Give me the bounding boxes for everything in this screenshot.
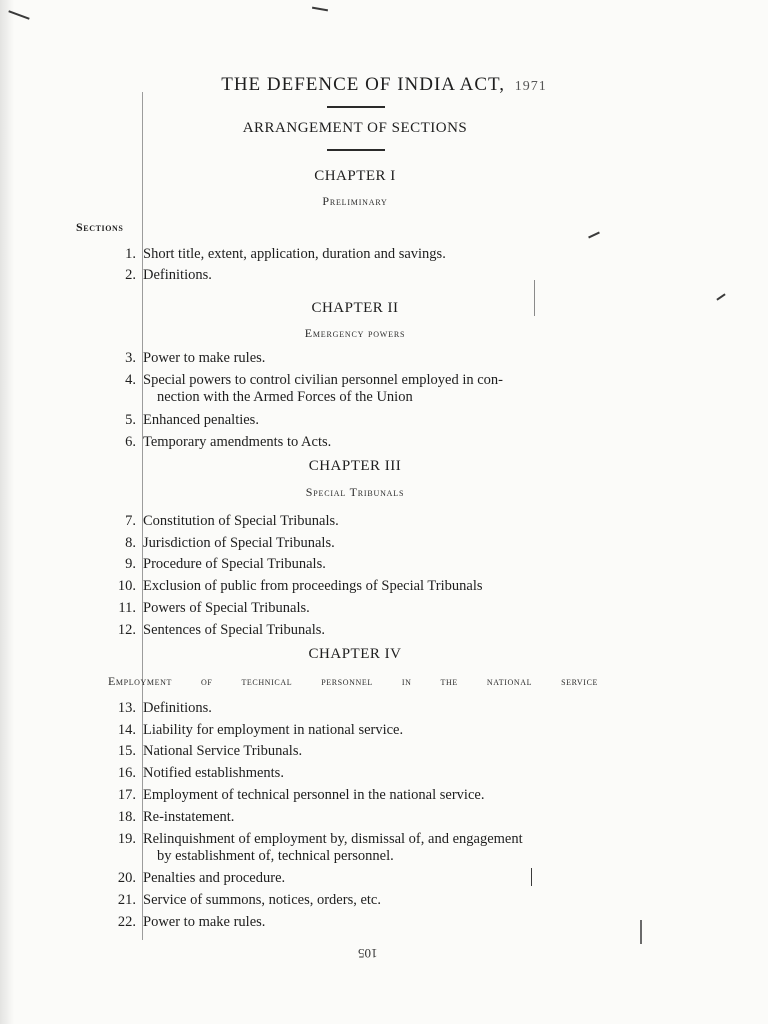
section-title: Penalties and procedure.	[143, 870, 286, 886]
chapter-4-subheading: Employment of technical personnel in the national service	[108, 674, 598, 688]
scan-edge-shadow	[0, 0, 14, 1024]
chapter-1-heading: CHAPTER I	[314, 168, 396, 184]
sections-label: Sections	[76, 220, 124, 234]
section-number: 20.	[117, 870, 136, 886]
scan-speck	[531, 868, 532, 886]
section-title: Sentences of Special Tribunals.	[143, 622, 326, 638]
section-title: Procedure of Special Tribunals.	[143, 556, 326, 572]
section-title: Re-instatement.	[143, 809, 235, 825]
section-number: 22.	[117, 914, 136, 930]
section-title: National Service Tribunals.	[143, 743, 303, 759]
chapter-2-heading: CHAPTER II	[311, 300, 399, 316]
section-title: Special powers to control civilian personnel employed in con- nection with the Armed Forces of the Union	[143, 372, 503, 405]
section-title: Definitions.	[143, 700, 212, 716]
section-number: 2.	[125, 267, 136, 283]
section-number: 4.	[125, 372, 136, 388]
chapter-2-subheading: Emergency powers	[304, 326, 406, 340]
section-number: 5.	[125, 412, 136, 428]
section-title: Temporary amendments to Acts.	[143, 434, 332, 450]
scan-speck	[588, 232, 600, 239]
section-number: 17.	[117, 787, 136, 803]
section-title: Jurisdiction of Special Tribunals.	[143, 535, 335, 551]
chapter-1-subheading: Preliminary	[322, 194, 388, 208]
section-title: Relinquishment of employment by, dismissal of, and engagement by establishment of, technical personnel.	[143, 831, 523, 864]
section-title: Power to make rules.	[143, 914, 266, 930]
section-number: 12.	[117, 622, 136, 638]
section-title: Powers of Special Tribunals.	[143, 600, 310, 616]
section-title: Constitution of Special Tribunals.	[143, 513, 339, 529]
section-number: 9.	[125, 556, 136, 572]
scan-speck	[534, 280, 535, 316]
scan-speck	[640, 920, 642, 944]
chapter-4-heading: CHAPTER IV	[308, 646, 402, 662]
section-title: Enhanced penalties.	[143, 412, 259, 428]
section-title: Service of summons, notices, orders, etc.	[143, 892, 381, 908]
section-number: 7.	[125, 513, 136, 529]
title-rule	[327, 106, 385, 108]
section-title: Employment of technical personnel in the national service.	[143, 787, 485, 803]
scan-speck	[716, 293, 725, 300]
page-number: 105	[358, 946, 378, 961]
section-title: Power to make rules.	[143, 350, 266, 366]
section-number: 1.	[125, 246, 136, 262]
chapter-3-heading: CHAPTER III	[308, 458, 402, 474]
arrangement-heading: ARRANGEMENT OF SECTIONS	[242, 120, 468, 136]
section-title: Notified establishments.	[143, 765, 284, 781]
section-title: Short title, extent, application, duration and savings.	[143, 246, 446, 262]
section-number: 6.	[125, 434, 136, 450]
section-number: 8.	[125, 535, 136, 551]
act-year: 1971	[514, 79, 547, 94]
subtitle-rule	[327, 149, 385, 151]
section-number: 16.	[117, 765, 136, 781]
scan-speck	[312, 7, 328, 12]
act-title-text: THE DEFENCE OF INDIA ACT,	[221, 74, 506, 95]
section-number: 10.	[117, 578, 136, 594]
section-number: 14.	[117, 722, 136, 738]
section-number: 18.	[117, 809, 136, 825]
section-number: 19.	[117, 831, 136, 847]
section-number: 11.	[118, 600, 136, 616]
act-title	[0, 74, 768, 96]
section-number: 21.	[117, 892, 136, 908]
section-number: 3.	[125, 350, 136, 366]
section-number: 13.	[117, 700, 136, 716]
section-title: Definitions.	[143, 267, 212, 283]
chapter-3-subheading: Special Tribunals	[305, 485, 405, 499]
section-number: 15.	[117, 743, 136, 759]
section-title: Exclusion of public from proceedings of Special Tribunals	[143, 578, 483, 594]
section-title: Liability for employment in national service.	[143, 722, 404, 738]
